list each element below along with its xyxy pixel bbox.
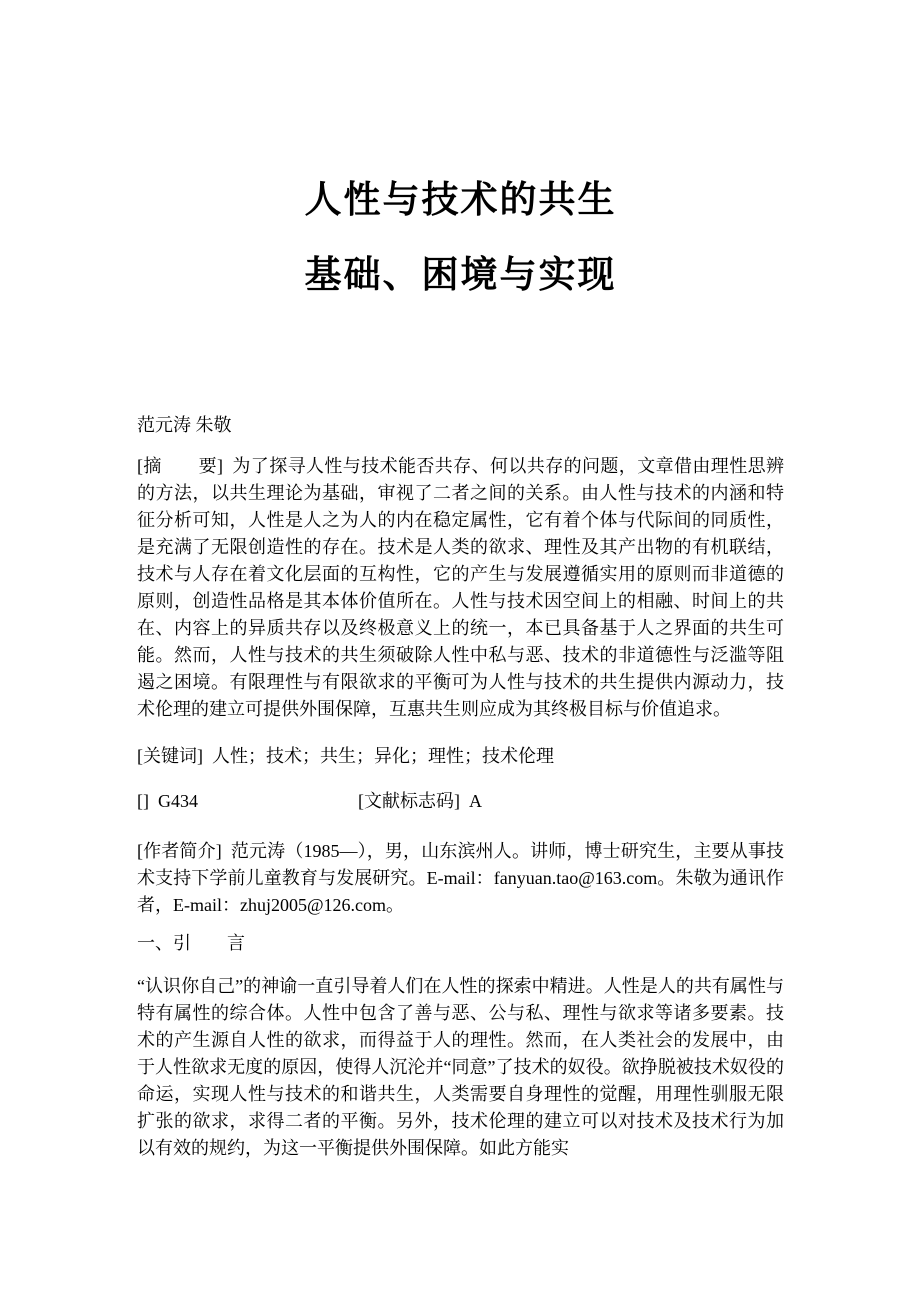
abstract-label: [摘 要] [137, 456, 223, 476]
authors-line: 范元涛 朱敬 [137, 415, 232, 435]
doc-type-value: A [469, 791, 482, 811]
clc-code: G434 [158, 791, 198, 811]
author-bio-text: 范元涛（1985—），男，山东滨州人。讲师，博士研究生，主要从事技术支持下学前儿童教育与发展研究。E-mail：fanyuan.tao@163.com。朱敬为通讯作者，E-mail：zhuj2005@126.com。 [137, 841, 784, 915]
author-bio-paragraph [137, 838, 784, 919]
author-bio-label: [作者简介] [137, 841, 222, 861]
doc-type-group [358, 791, 482, 811]
keywords-text: 人性；技术；共生；异化；理性；技术伦理 [212, 746, 554, 766]
clc-label: [] [137, 791, 149, 811]
doc-type-label: [文献标志码] [358, 791, 460, 811]
keywords-paragraph [137, 743, 784, 770]
document-content [0, 180, 920, 1162]
document-title-line-1: 人性与技术的共生 [304, 180, 617, 221]
section-heading-introduction: 一、引 言 [137, 933, 245, 953]
abstract-text: 为了探寻人性与技术能否共存、何以共存的问题，文章借由理性思辨的方法，以共生理论为基础，审视了二者之间的关系。由人性与技术的内涵和特征分析可知，人性是人之为人的内在稳定属性，它有着个体与代际间的同质性，是充满了无限创造性的存在。技术是人类的欲求、理性及其产出物的有机联结，技术与人存在着文化层面的互构性，它的产生与发展遵循实用的原则而非道德的原则，创造性品格是其本体价值所在。人性与技术因空间上的相融、时间上的共在、内容上的异质共存以及终极意义上的统一，本已具备基于人之界面的共生可能。然而，人性与技术的共生须破除人性中私与恶、技术的非道德性与泛滥等阻遏之困境。有限理性与有限欲求的平衡可为人性与技术的共生提供内源动力，技术伦理的建立可提供外围保障，互惠共生则应成为其终极目标与价值追求。 [137, 456, 784, 719]
classification-paragraph [137, 788, 784, 815]
abstract-paragraph [137, 453, 784, 723]
keywords-label: [关键词] [137, 746, 203, 766]
introduction-paragraph: “认识你自己”的神谕一直引导着人们在人性的探索中精进。人性是人的共有属性与特有属性的综合体。人性中包含了善与恶、公与私、理性与欲求等诸多要素。技术的产生源自人性的欲求，而得益于人的理性。然而，在人类社会的发展中，由于人性欲求无度的原因，使得人沉沦并“同意”了技术的奴役。欲挣脱被技术奴役的命运，实现人性与技术的和谐共生，人类需要自身理性的觉醒，用理性驯服无限扩张的欲求，求得二者的平衡。另外，技术伦理的建立可以对技术及技术行为加以有效的规约，为这一平衡提供外围保障。如此方能实 [137, 976, 784, 1158]
document-title-line-2: 基础、困境与实现 [304, 255, 617, 296]
